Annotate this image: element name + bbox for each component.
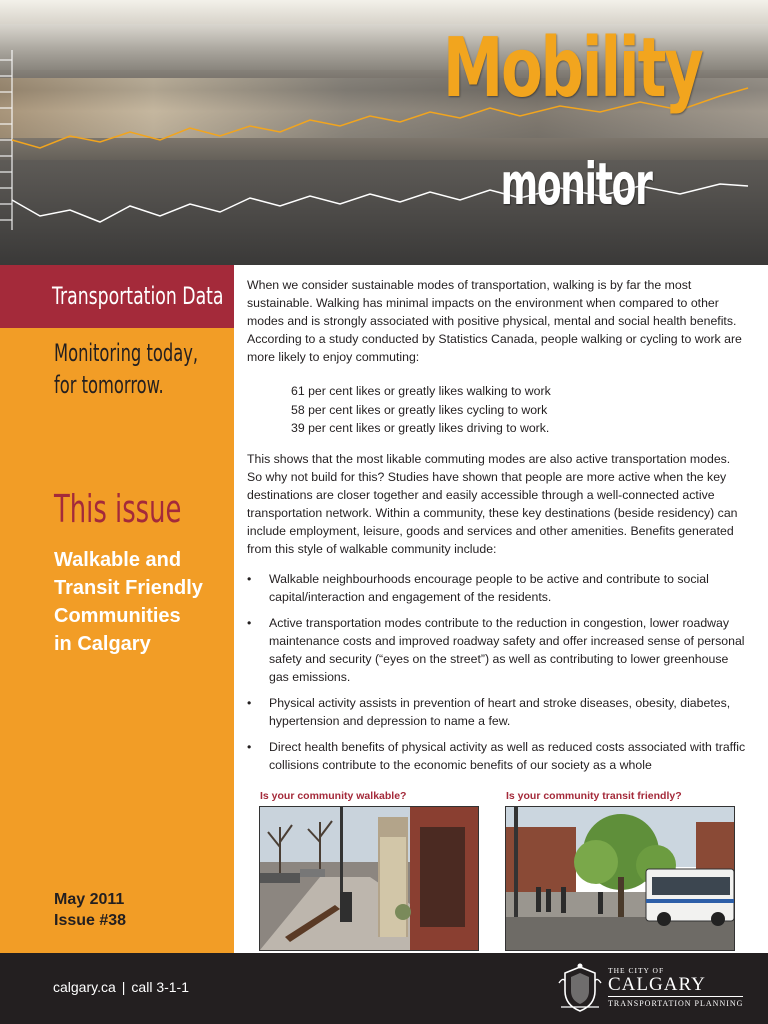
stat-item: 58 per cent likes or greatly likes cycling to work — [291, 402, 548, 417]
benefit-text: Walkable neighbourhoods encourage people to be active and contribute to social capital/interaction and engagement of the residents. — [269, 571, 709, 604]
benefit-item — [247, 738, 747, 774]
tagline — [54, 337, 198, 401]
section-band — [0, 265, 234, 328]
bullet-symbol: • — [247, 615, 252, 630]
website-link[interactable]: calgary.ca — [53, 979, 116, 995]
footer — [0, 953, 768, 1024]
stats-list — [291, 382, 747, 438]
article-body — [247, 276, 747, 782]
issue-date: May 2011 — [54, 891, 125, 908]
benefits-list — [247, 570, 747, 774]
benefit-text: Direct health benefits of physical activity as well as reduced costs associated with traffic collisions contribute to the economic benefits of our society as a whole — [269, 739, 746, 772]
section-title: Transportation Data — [52, 282, 224, 310]
sidebar — [0, 265, 234, 953]
issue-title-line: in Calgary — [54, 633, 151, 655]
tagline-line: Monitoring today, — [54, 339, 199, 367]
masthead-banner — [0, 0, 768, 265]
bullet-symbol: • — [247, 571, 252, 586]
benefit-item — [247, 570, 747, 606]
bullet-symbol: • — [247, 695, 252, 710]
city-wordmark — [608, 966, 743, 1008]
city-crest-icon — [555, 963, 605, 1015]
issue-title-line: Communities — [54, 605, 181, 627]
issue-title-line: Walkable and — [54, 549, 182, 571]
phone-link[interactable]: call 3-1-1 — [131, 979, 190, 995]
walkable-photo-caption: Is your community walkable? — [260, 790, 407, 802]
intro-paragraph: When we consider sustainable modes of transportation, walking is by far the most sustainable. Walking has minimal impacts on the environment when compared to other modes and is strongly associated with positive physical, mental and social health benefits. According to a study conducted by Statistics Canada, people walking or cycling to work are more likely to enjoy commuting: — [247, 278, 742, 364]
benefit-item — [247, 614, 747, 686]
transit-photo-caption: Is your community transit friendly? — [506, 790, 682, 802]
issue-number: Issue #38 — [54, 912, 127, 929]
footer-separator: | — [121, 979, 126, 995]
tagline-line: for tomorrow. — [54, 371, 164, 399]
second-paragraph: This shows that the most likable commuting modes are also active transportation modes. So why not build for this? Studies have shown that people are more active when the key destinations are closer together and easily accessible through a well-connected active transportation network. Within a community, these key destinations (beside residency) can include employment, leisure, goods and services and other amenities. Benefits generated from this style of walkable community include: — [247, 451, 738, 556]
transit-bus-photo — [505, 806, 735, 951]
benefit-text: Active transportation modes contribute to the reduction in congestion, lower roadway maintenance costs and improved roadway safety and offer increased sense of personal safety and security (“eyes on the street”) as well as contributing to lower greenhouse gas emissions. — [269, 615, 745, 684]
this-issue-heading: This issue — [54, 487, 182, 531]
issue-title — [54, 546, 232, 658]
issue-title-line: Transit Friendly — [54, 577, 203, 599]
masthead-title: Mobility — [443, 21, 702, 116]
department-name: TRANSPORTATION PLANNING — [608, 996, 743, 1008]
walkable-street-photo — [259, 806, 479, 951]
stat-item: 61 per cent likes or greatly likes walking to work — [291, 384, 551, 398]
stat-item: 39 per cent likes or greatly likes driving to work. — [291, 421, 550, 435]
footer-contact — [53, 979, 189, 995]
benefit-item — [247, 694, 747, 730]
bullet-symbol: • — [247, 739, 252, 754]
benefit-text: Physical activity assists in prevention of heart and stroke diseases, obesity, diabetes, hypertension and depression to name a few. — [269, 695, 731, 728]
city-prefix: THE CITY OF — [608, 966, 665, 975]
city-name: CALGARY — [608, 974, 706, 995]
issue-date-block — [54, 889, 126, 931]
masthead-subtitle: monitor — [500, 150, 652, 218]
